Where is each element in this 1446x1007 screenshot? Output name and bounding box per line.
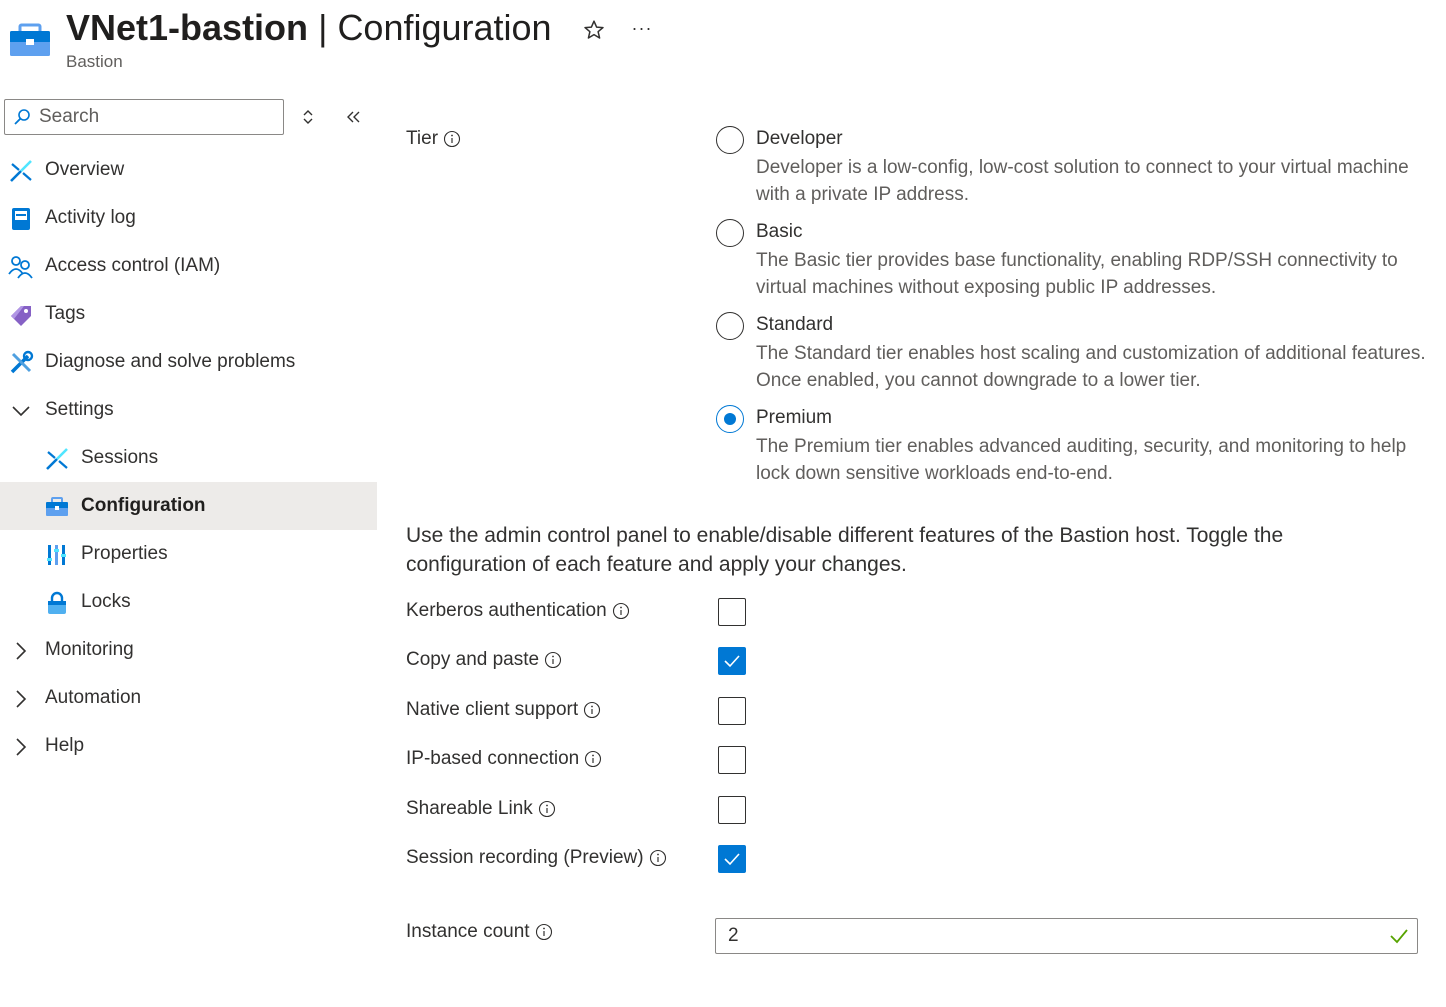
admin-panel-description: Use the admin control panel to enable/disable different features of the Bastion host. Toggle the configuration of each feature and apply your changes.	[406, 524, 1284, 576]
shareable-link-checkbox[interactable]	[718, 796, 746, 824]
info-icon[interactable]	[612, 602, 630, 620]
sidebar-item-label: Sessions	[81, 447, 159, 468]
sidebar-nav	[0, 146, 377, 770]
tier-option-description: The Standard tier enables host scaling and customization of additional features. Once enabled, you cannot downgrade to a lower tier.	[756, 343, 1426, 391]
properties-icon	[44, 542, 70, 568]
sidebar-item-label: Diagnose and solve problems	[45, 351, 296, 372]
bastion-resource-icon	[8, 18, 52, 62]
iam-icon	[8, 254, 34, 280]
checkmark-icon	[723, 851, 741, 867]
title-separator: |	[318, 7, 328, 48]
session-recording-checkbox[interactable]	[718, 845, 746, 873]
chevron-right-icon	[8, 686, 34, 712]
chevron-right-icon	[8, 734, 34, 760]
more-button[interactable]: ···	[631, 18, 653, 38]
search-box[interactable]	[4, 99, 284, 135]
instance-count-label-text: Instance count	[406, 921, 530, 942]
tier-option-description: Developer is a low-config, low-cost solution to connect to your virtual machine with a private IP address.	[756, 157, 1409, 205]
page-name: Configuration	[337, 7, 552, 48]
info-icon[interactable]	[649, 849, 667, 867]
sidebar-item-overview[interactable]	[0, 146, 377, 194]
feature-label-text: Native client support	[406, 699, 579, 720]
sidebar-item-label: Locks	[81, 591, 131, 612]
tier-radio-group	[716, 126, 1426, 498]
sessions-icon	[44, 446, 70, 472]
sidebar-item-properties[interactable]	[0, 530, 377, 578]
sidebar-item-configuration[interactable]	[0, 482, 377, 530]
info-icon[interactable]	[544, 651, 562, 669]
sidebar-item-activity-log[interactable]	[0, 194, 377, 242]
sidebar-item-sessions[interactable]	[0, 434, 377, 482]
sidebar-item-label: Activity log	[45, 207, 136, 228]
double-chevron-left-icon	[342, 105, 364, 129]
sidebar-item-tags[interactable]	[0, 290, 377, 338]
search-input[interactable]	[39, 106, 269, 128]
sidebar-item-label: Automation	[45, 687, 142, 708]
feature-row-kerberos	[406, 598, 766, 628]
sidebar-item-iam[interactable]	[0, 242, 377, 290]
feature-label	[406, 649, 562, 671]
sidebar-group-monitoring[interactable]	[0, 626, 377, 674]
tier-option-basic	[716, 219, 1416, 312]
tier-radio-developer[interactable]	[716, 126, 744, 154]
tag-icon	[8, 302, 34, 328]
feature-row-ip-based	[406, 746, 766, 776]
checkmark-icon	[723, 653, 741, 669]
sidebar-item-label: Properties	[81, 543, 168, 564]
up-down-icon	[298, 105, 318, 129]
overview-icon	[8, 158, 34, 184]
instance-count-label	[406, 921, 553, 943]
tier-label	[406, 128, 461, 150]
chevron-down-icon	[8, 398, 34, 424]
tier-option-name: Developer	[756, 128, 843, 149]
ip-based-checkbox[interactable]	[718, 746, 746, 774]
info-icon[interactable]	[584, 750, 602, 768]
search-icon	[13, 108, 31, 126]
tier-option-premium	[716, 405, 1416, 498]
collapse-sidebar-button[interactable]	[342, 105, 364, 129]
info-icon[interactable]	[538, 800, 556, 818]
native-client-checkbox[interactable]	[718, 697, 746, 725]
tier-option-name: Basic	[756, 221, 803, 242]
info-icon[interactable]	[443, 130, 461, 148]
feature-label-text: Session recording (Preview)	[406, 847, 644, 868]
sidebar-item-label: Configuration	[81, 495, 206, 516]
expand-collapse-all-button[interactable]	[298, 105, 318, 129]
chevron-right-icon	[8, 638, 34, 664]
valid-check-icon	[1389, 927, 1409, 945]
activity-log-icon	[8, 206, 34, 232]
wrench-icon	[8, 350, 34, 376]
tier-option-developer	[716, 126, 1416, 219]
resource-type: Bastion	[66, 52, 123, 71]
feature-row-copy-paste	[406, 647, 766, 677]
lock-icon	[44, 590, 70, 616]
sidebar-group-automation[interactable]	[0, 674, 377, 722]
tier-label-text: Tier	[406, 128, 439, 149]
sidebar-item-label: Settings	[45, 399, 114, 420]
feature-label-text: Shareable Link	[406, 798, 533, 819]
sidebar-item-locks[interactable]	[0, 578, 377, 626]
resource-name: VNet1-bastion	[66, 7, 309, 48]
sidebar-item-diagnose[interactable]	[0, 338, 377, 386]
tier-radio-premium[interactable]	[716, 405, 744, 433]
sidebar-item-label: Access control (IAM)	[45, 255, 221, 276]
copy-paste-checkbox[interactable]	[718, 647, 746, 675]
feature-row-shareable-link	[406, 796, 766, 826]
page-title	[66, 6, 552, 50]
tier-option-standard	[716, 312, 1426, 405]
feature-label-text: Kerberos authentication	[406, 600, 607, 621]
tier-option-description: The Premium tier enables advanced auditing, security, and monitoring to help lock down sensitive workloads end-to-end.	[756, 436, 1407, 484]
tier-radio-standard[interactable]	[716, 312, 744, 340]
sidebar-group-help[interactable]	[0, 722, 377, 770]
tier-option-name: Standard	[756, 314, 834, 335]
kerberos-checkbox[interactable]	[718, 598, 746, 626]
feature-label	[406, 748, 602, 770]
sidebar-item-label: Tags	[45, 303, 86, 324]
instance-count-field[interactable]	[715, 918, 1418, 954]
tier-option-name: Premium	[756, 407, 833, 428]
info-icon[interactable]	[583, 701, 601, 719]
sidebar-group-settings[interactable]	[0, 386, 377, 434]
tier-radio-basic[interactable]	[716, 219, 744, 247]
feature-label	[406, 600, 630, 622]
sidebar-item-label: Overview	[45, 159, 125, 180]
sidebar-item-label: Help	[45, 735, 85, 756]
instance-count-input[interactable]	[728, 925, 1368, 947]
configuration-icon	[44, 494, 70, 520]
feature-label-text: Copy and paste	[406, 649, 540, 670]
feature-label	[406, 847, 667, 869]
feature-row-session-recording	[406, 845, 766, 875]
sidebar-item-label: Monitoring	[45, 639, 134, 660]
feature-label	[406, 699, 601, 721]
info-icon[interactable]	[535, 923, 553, 941]
star-icon	[582, 18, 606, 42]
feature-label	[406, 798, 556, 820]
feature-label-text: IP-based connection	[406, 748, 580, 769]
feature-row-native-client	[406, 697, 766, 727]
tier-option-description: The Basic tier provides base functionality, enabling RDP/SSH connectivity to virtual machines without exposing public IP addresses.	[756, 250, 1398, 298]
favorite-button[interactable]	[580, 16, 608, 44]
